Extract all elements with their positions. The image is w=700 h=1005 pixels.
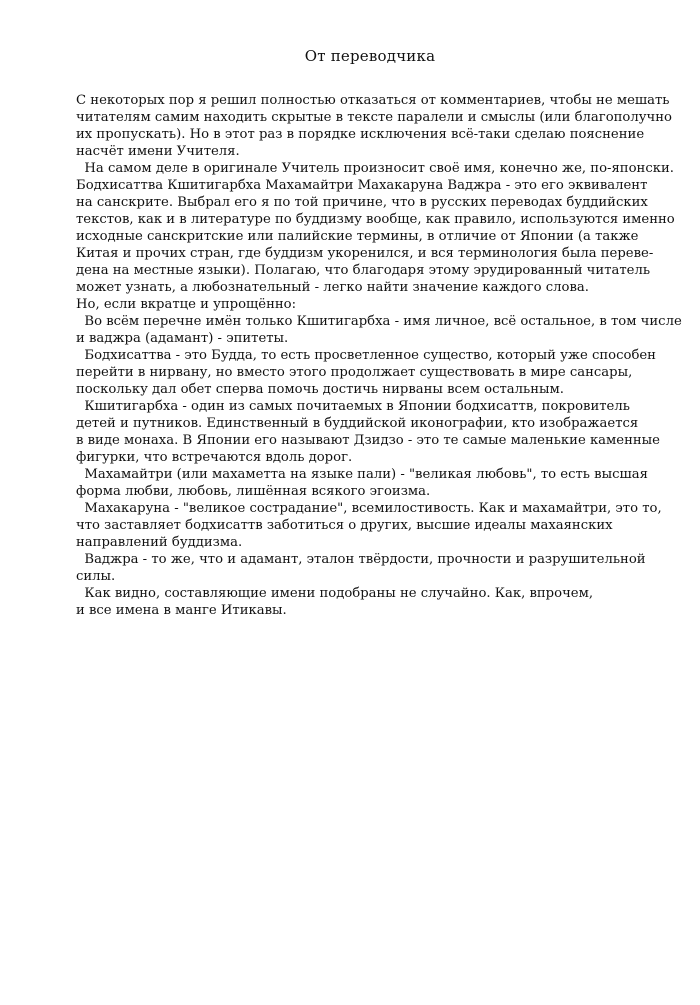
text-line: Как видно, составляющие имени подобраны не случайно. Как, впрочем, bbox=[76, 586, 594, 601]
text-line: их пропускать). Но в этот раз в порядке исключения всё-таки сделаю пояснение bbox=[76, 127, 645, 142]
text-line: и ваджра (адамант) - эпитеты. bbox=[76, 331, 289, 346]
text-line: силы. bbox=[76, 569, 116, 584]
text-line: Махамайтри (или махаметта на языке пали) - "великая любовь", то есть высшая bbox=[76, 467, 648, 482]
text-line: Бодхисаттва Кшитигарбха Махамайтри Махакаруна Ваджра - это его эквивалент bbox=[76, 178, 648, 193]
text-line: детей и путников. Единственный в буддийской иконографии, кто изображается bbox=[76, 416, 639, 431]
text-line: направлений буддизма. bbox=[76, 535, 243, 550]
text-line: Махакаруна - "великое сострадание", всемилостивость. Как и махамайтри, это то, bbox=[76, 501, 662, 516]
text-line: Но, если вкратце и упрощённо: bbox=[76, 297, 297, 312]
text-line: форма любви, любовь, лишённая всякого эгоизма. bbox=[76, 484, 431, 499]
text-line: на санскрите. Выбрал его я по той причине, что в русских переводах буддийских bbox=[76, 195, 648, 210]
text-line: в виде монаха. В Японии его называют Дзидзо - это те самые маленькие каменные bbox=[76, 433, 660, 448]
text-line: дена на местные языки). Полагаю, что благодаря этому эрудированный читатель bbox=[76, 263, 651, 278]
text-line: может узнать, а любознательный - легко найти значение каждого слова. bbox=[76, 280, 589, 295]
page-title: От переводчика bbox=[304, 47, 436, 65]
text-line: насчёт имени Учителя. bbox=[76, 144, 240, 159]
text-line: и все имена в манге Итикавы. bbox=[76, 603, 287, 618]
text-line: перейти в нирвану, но вместо этого продолжает существовать в мире сансары, bbox=[76, 365, 633, 380]
text-line: На самом деле в оригинале Учитель произносит своё имя, конечно же, по-японски. bbox=[76, 161, 674, 176]
text-line: исходные санскритские или палийские термины, в отличие от Японии (а также bbox=[76, 229, 639, 244]
body-text bbox=[76, 92, 682, 619]
text-line: фигурки, что встречаются вдоль дорог. bbox=[76, 450, 353, 465]
text-line: Китая и прочих стран, где буддизм укоренился, и вся терминология была переве- bbox=[76, 246, 654, 261]
text-line: Кшитигарбха - один из самых почитаемых в Японии бодхисаттв, покровитель bbox=[76, 399, 630, 414]
text-line: С некоторых пор я решил полностью отказаться от комментариев, чтобы не мешать bbox=[76, 93, 670, 108]
text-line: Во всём перечне имён только Кшитигарбха - имя личное, всё остальное, в том числе bbox=[76, 314, 682, 329]
text-line: Бодхисаттва - это Будда, то есть просветленное существо, который уже способен bbox=[76, 348, 656, 363]
text-line: Ваджра - то же, что и адамант, эталон твёрдости, прочности и разрушительной bbox=[76, 552, 646, 567]
text-line: текстов, как и в литературе по буддизму вообще, как правило, используются именно bbox=[76, 212, 675, 227]
text-line: что заставляет бодхисаттв заботиться о других, высшие идеалы махаянских bbox=[76, 518, 613, 533]
text-line: читателям самим находить скрытые в тексте паралели и смыслы (или благополучно bbox=[76, 110, 672, 125]
text-line: поскольку дал обет сперва помочь достичь нирваны всем остальным. bbox=[76, 382, 564, 397]
